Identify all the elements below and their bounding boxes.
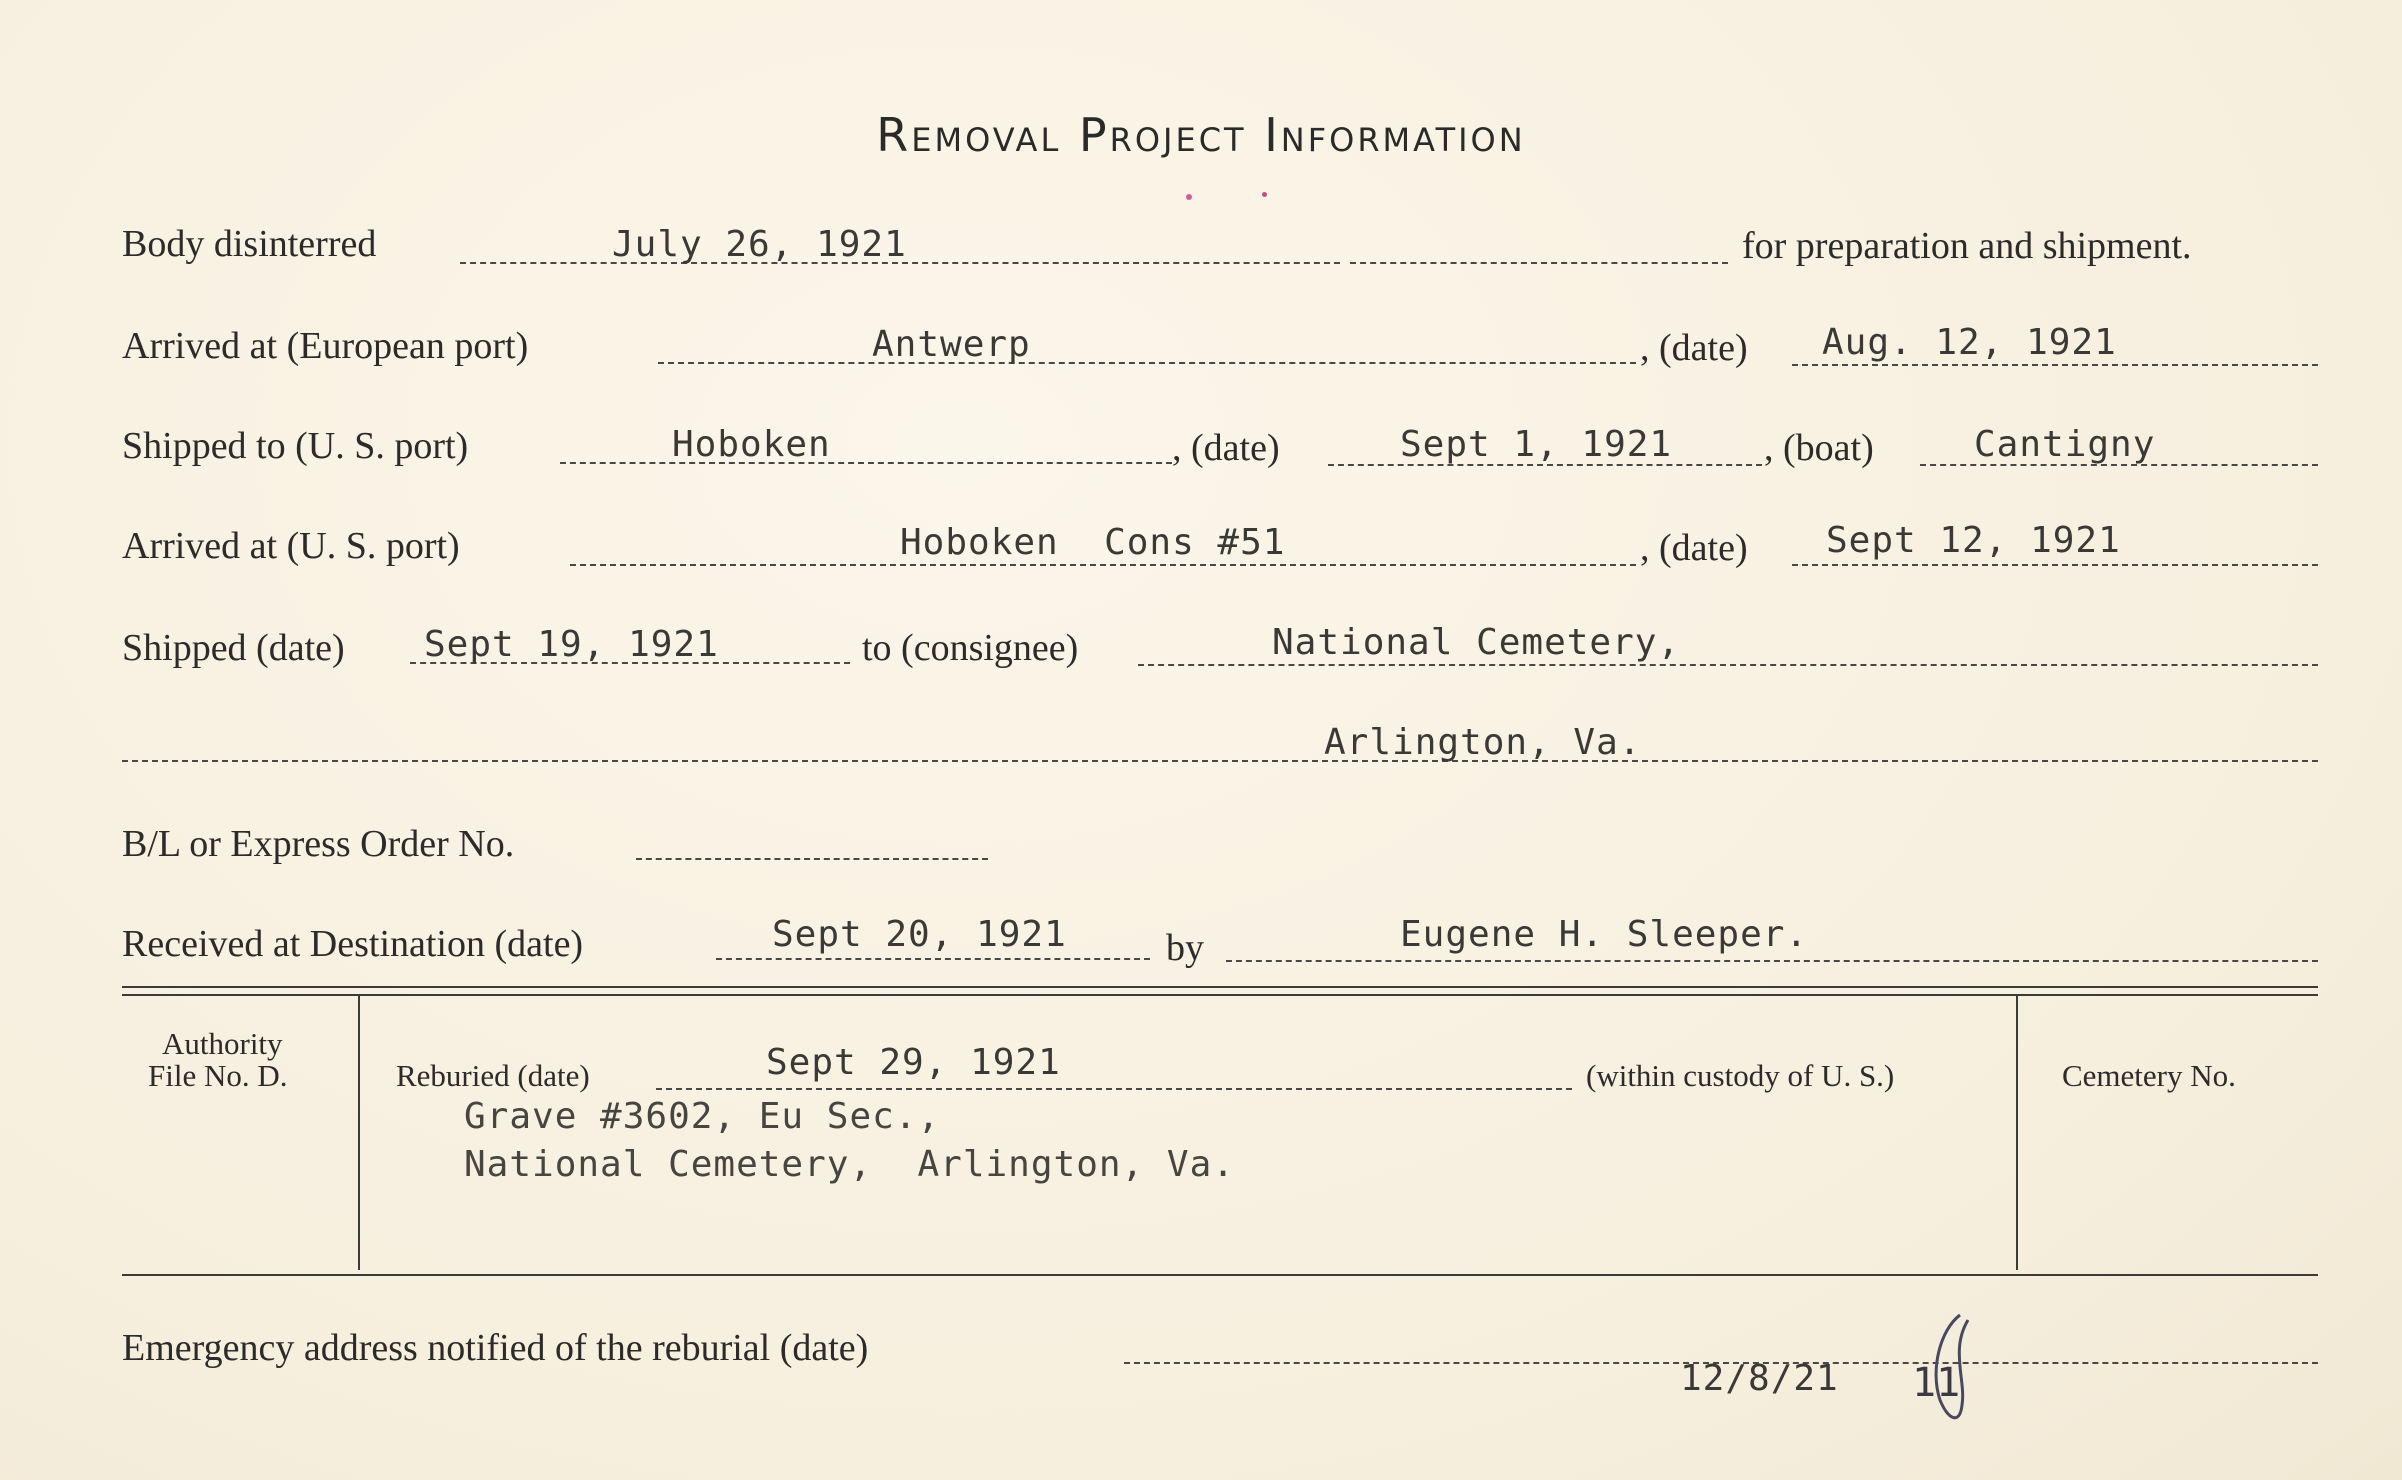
body-disinterred-line-2 bbox=[1350, 262, 1728, 264]
reburied-line bbox=[656, 1088, 1572, 1090]
consignee-value: National Cemetery, bbox=[1272, 622, 1681, 663]
page-title: Removal Project Information bbox=[876, 108, 1526, 162]
arrived-european-line bbox=[658, 362, 1636, 364]
consignee-label: to (consignee) bbox=[862, 627, 1079, 669]
shipped-us-label: Shipped to (U. S. port) bbox=[122, 425, 469, 467]
box-divider-left bbox=[358, 996, 360, 1270]
body-disinterred-label: Body disinterred bbox=[122, 223, 377, 265]
box-top-rule-2 bbox=[122, 994, 2318, 996]
received-by-line bbox=[1226, 960, 2318, 962]
authority-file-label: File No. D. bbox=[148, 1058, 288, 1093]
box-bottom-rule bbox=[122, 1274, 2318, 1276]
received-date-line bbox=[716, 958, 1150, 960]
box-divider-right bbox=[2016, 996, 2018, 1270]
consignee-line bbox=[1138, 664, 2318, 666]
custody-label: (within custody of U. S.) bbox=[1586, 1058, 1895, 1093]
ink-dot bbox=[1186, 194, 1192, 200]
shipped-us-boat: Cantigny bbox=[1974, 424, 2156, 465]
consignee-line-2 bbox=[122, 760, 2318, 762]
reburied-label: Reburied (date) bbox=[396, 1058, 590, 1093]
emergency-initials: 11 bbox=[1912, 1360, 1961, 1406]
box-top-rule bbox=[122, 986, 2318, 988]
cemetery-no-label: Cemetery No. bbox=[2062, 1058, 2236, 1093]
bl-order-line bbox=[636, 858, 988, 860]
shipped-us-line bbox=[560, 462, 1172, 464]
shipped-date-value: Sept 19, 1921 bbox=[424, 624, 719, 665]
reburied-date: Sept 29, 1921 bbox=[766, 1042, 1061, 1083]
grave-line-2: National Cemetery, Arlington, Va. bbox=[464, 1144, 1235, 1185]
arrived-us-date: Sept 12, 1921 bbox=[1826, 520, 2121, 561]
emergency-label: Emergency address notified of the reburial (date) bbox=[122, 1327, 869, 1369]
arrived-us-date-line bbox=[1792, 564, 2318, 566]
authority-label: Authority bbox=[162, 1026, 283, 1061]
arrived-european-date-line bbox=[1792, 364, 2318, 366]
body-disinterred-value: July 26, 1921 bbox=[612, 224, 907, 265]
shipped-us-boat-label: , (boat) bbox=[1764, 427, 1874, 469]
arrived-european-date: Aug. 12, 1921 bbox=[1822, 322, 2117, 363]
emergency-date: 12/8/21 bbox=[1680, 1358, 1839, 1399]
arrived-european-label: Arrived at (European port) bbox=[122, 325, 529, 367]
received-by-label: by bbox=[1166, 927, 1204, 969]
grave-line-1: Grave #3602, Eu Sec., bbox=[464, 1096, 941, 1137]
body-disinterred-suffix: for preparation and shipment. bbox=[1742, 225, 2192, 267]
arrived-us-label: Arrived at (U. S. port) bbox=[122, 525, 460, 567]
arrived-european-date-label: , (date) bbox=[1640, 327, 1748, 369]
consignee-value-2: Arlington, Va. bbox=[1324, 722, 1642, 763]
shipped-us-date-label: , (date) bbox=[1172, 427, 1280, 469]
handwritten-mark bbox=[1920, 1310, 1980, 1430]
bl-order-label: B/L or Express Order No. bbox=[122, 823, 515, 865]
received-by-value: Eugene H. Sleeper. bbox=[1400, 914, 1809, 955]
arrived-us-date-label: , (date) bbox=[1640, 527, 1748, 569]
shipped-us-date: Sept 1, 1921 bbox=[1400, 424, 1673, 465]
shipped-us-value: Hoboken bbox=[672, 424, 831, 465]
arrived-european-value: Antwerp bbox=[872, 324, 1031, 365]
received-label: Received at Destination (date) bbox=[122, 923, 584, 965]
arrived-us-value: Hoboken Cons #51 bbox=[900, 522, 1286, 563]
shipped-date-label: Shipped (date) bbox=[122, 627, 345, 669]
ink-dot bbox=[1262, 192, 1267, 197]
arrived-us-line bbox=[570, 564, 1636, 566]
received-date: Sept 20, 1921 bbox=[772, 914, 1067, 955]
